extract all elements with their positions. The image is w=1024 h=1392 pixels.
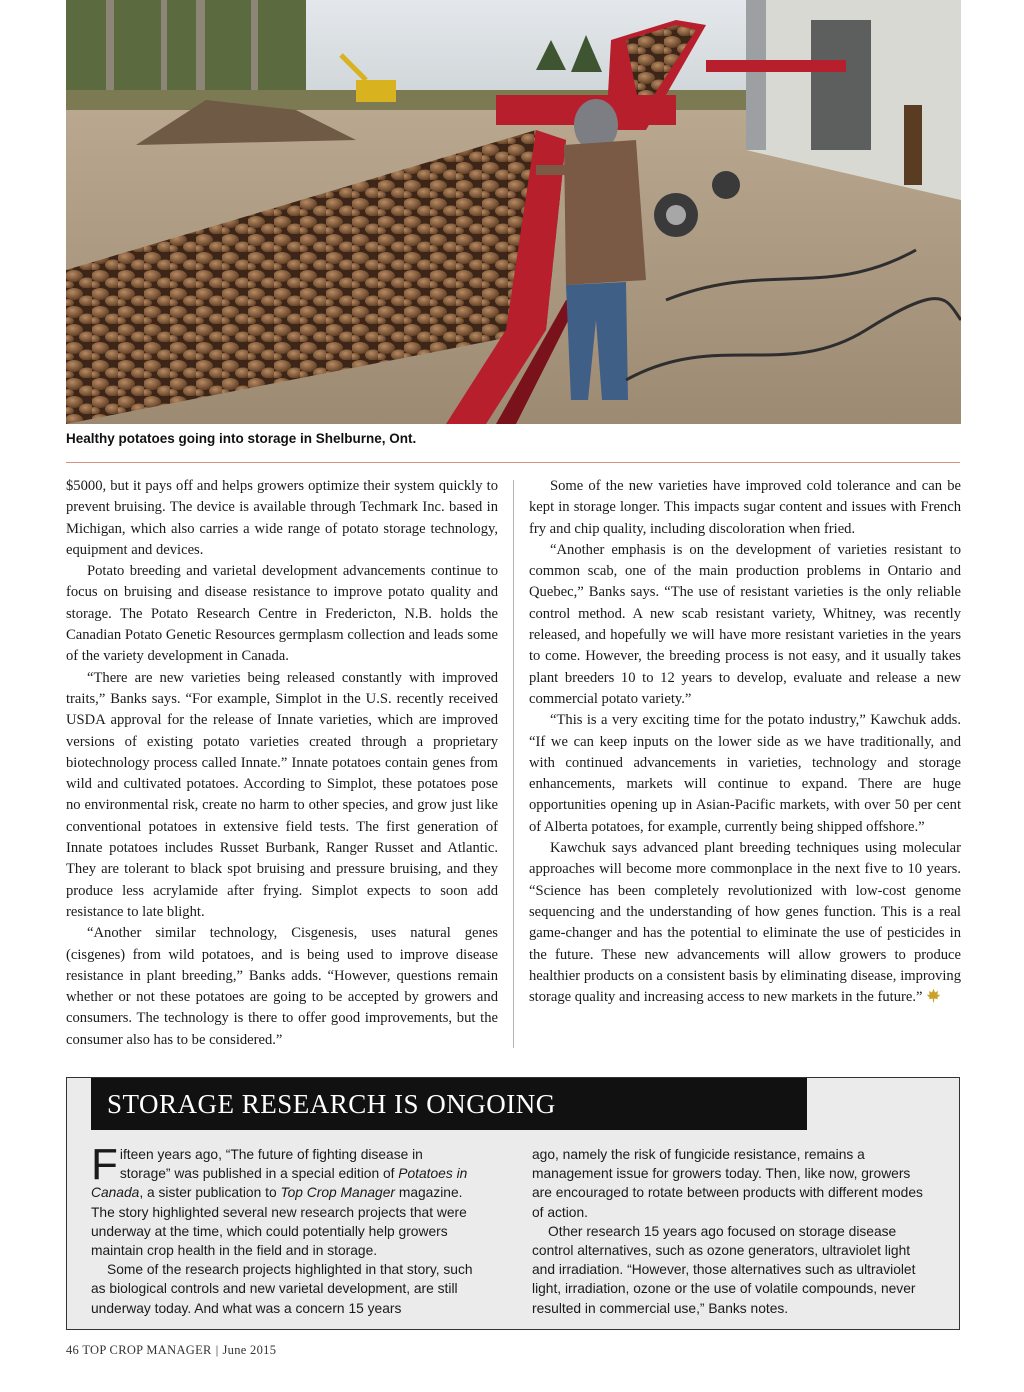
- page-footer: [66, 1343, 276, 1358]
- paragraph: Potato breeding and varietal development advancements continue to focus on bruising and disease resistance to improve potato quality and storage. The Potato Research Centre in Fredericton, N.B. holds the Canadian Potato Genetic Resources germplasm collection and leads some of the variety development in Canada.: [66, 563, 498, 665]
- maple-leaf-icon: [926, 988, 941, 1003]
- sidebar-paragraph: Some of the research projects highlighted in that story, such as biological controls and new varietal development, are still underway today. And what was a concern 15 years: [91, 1262, 473, 1316]
- page-number: 46: [66, 1343, 80, 1357]
- article-left-column: [66, 476, 498, 1051]
- article-photo: [66, 0, 961, 424]
- paragraph-text: Kawchuk says advanced plant breeding techniques using molecular approaches will become more commonplace in the next five to 10 years. “Science has been completely revolutionized with low-cost genome sequencing and the understanding of how genes function. This is a real game-changer and has the potential to eliminate the use of pesticides in the future. These new advancements will allow growers to produce healthier products on a consistent basis by eliminating disease, improving storage quality and increasing access to new markets in the future.”: [529, 840, 961, 1006]
- paragraph: “There are new varieties being released constantly with improved traits,” Banks says. “For example, Simplot in the U.S. recently received USDA approval for the release of Innate varieties, which are improved versions of existing potato varieties created through a proprietary biotechnology process called Innate.” Innate potatoes contain genes from wild and cultivated potatoes. According to Simplot, these potatoes pose no environmental risk, create no harm to other species, and grow just like conventional potatoes in extensive field tests. The first generation of Innate potatoes includes Russet Burbank, Ranger Russet and Atlantic. They are tolerant to black spot bruising and pressure bruising, and they produce less acrylamide after frying. Simplot expects to soon add resistance to late blight.: [66, 669, 498, 920]
- publication-name: Potatoes in Canada: [91, 1166, 468, 1201]
- sidebar-text: ifteen years ago, “The future of fighting disease in storage” was published in a special edition of: [119, 1147, 423, 1182]
- sidebar-paragraph: Other research 15 years ago focused on storage disease control alternatives, such as ozone generators, ultraviolet light and irradiation. “However, those alternatives such as ultraviolet light, irradiation, ozone or the use of volatile compounds, never resulted in commercial use,” Banks notes.: [532, 1223, 916, 1316]
- footer-separator: |: [215, 1343, 219, 1357]
- photo-caption: Healthy potatoes going into storage in Shelburne, Ont.: [66, 431, 417, 446]
- column-divider: [513, 480, 514, 1048]
- section-divider: [66, 462, 960, 463]
- drop-cap: F: [91, 1140, 118, 1189]
- sidebar-text: magazine. The story highlighted several new research projects that were underway at the time, which could potentially help growers maintain crop health in the field and in storage.: [91, 1185, 467, 1259]
- paragraph: [529, 838, 961, 1008]
- issue-date: June 2015: [222, 1343, 277, 1357]
- potato-conveyor-photo: [66, 0, 961, 424]
- sidebar-title: STORAGE RESEARCH IS ONGOING: [91, 1078, 807, 1130]
- sidebar-paragraph: ago, namely the risk of fungicide resistance, remains a management issue for growers today. Then, like now, growers are encouraged to rotate between products with different modes of action.: [532, 1147, 923, 1220]
- sidebar-left-column: [91, 1140, 475, 1318]
- sidebar-text: , a sister publication to: [139, 1185, 281, 1201]
- paragraph: “This is a very exciting time for the potato industry,” Kawchuk adds. “If we can keep inputs on the lower side as we have traditionally, and with continued advancements in varieties, technology and storage enhancements, markets will continue to expand. There are huge opportunities opening up in Asian-Pacific markets, with over 50 per cent of Alberta potatoes, for example, currently being shipped offshore.”: [529, 712, 961, 835]
- paragraph: Some of the new varieties have improved cold tolerance and can be kept in storage longer. This impacts sugar content and issues with French fry and chip quality, including discoloration when fried.: [529, 478, 961, 537]
- sidebar-right-column: [532, 1145, 932, 1318]
- paragraph: $5000, but it pays off and helps growers optimize their system quickly to prevent bruising. The device is available through Techmark Inc. based in Michigan, which also carries a wide range of potato storage technology, equipment and devices.: [66, 478, 498, 558]
- sidebar-paragraph: [91, 1140, 475, 1260]
- paragraph: “Another emphasis is on the development of varieties resistant to common scab, one of the main production problems in Ontario and Quebec,” Banks says. “The use of resistant varieties is the only reliable control method. A new scab resistant variety, Whitney, was recently released, and hopefully we will have more resistant varieties in the years to come. However, the breeding process is not easy, and it usually takes plant breeders 10 to 12 years to develop, evaluate and release a new commercial potato variety.”: [529, 541, 961, 707]
- publication-name: Top Crop Manager: [280, 1185, 395, 1201]
- article-right-column: [529, 476, 961, 1008]
- publication-title: TOP CROP MANAGER: [82, 1343, 212, 1357]
- paragraph: “Another similar technology, Cisgenesis, uses natural genes (cisgenes) from wild potatoes, and is being used to improve disease resistance in plant breeding,” Banks adds. “However, questions remain whether or not these potatoes are going to be accepted by growers and consumers. The technology is there to offer good improvements, but the consumer also has to be considered.”: [66, 925, 498, 1048]
- sidebar-box: [66, 1077, 960, 1330]
